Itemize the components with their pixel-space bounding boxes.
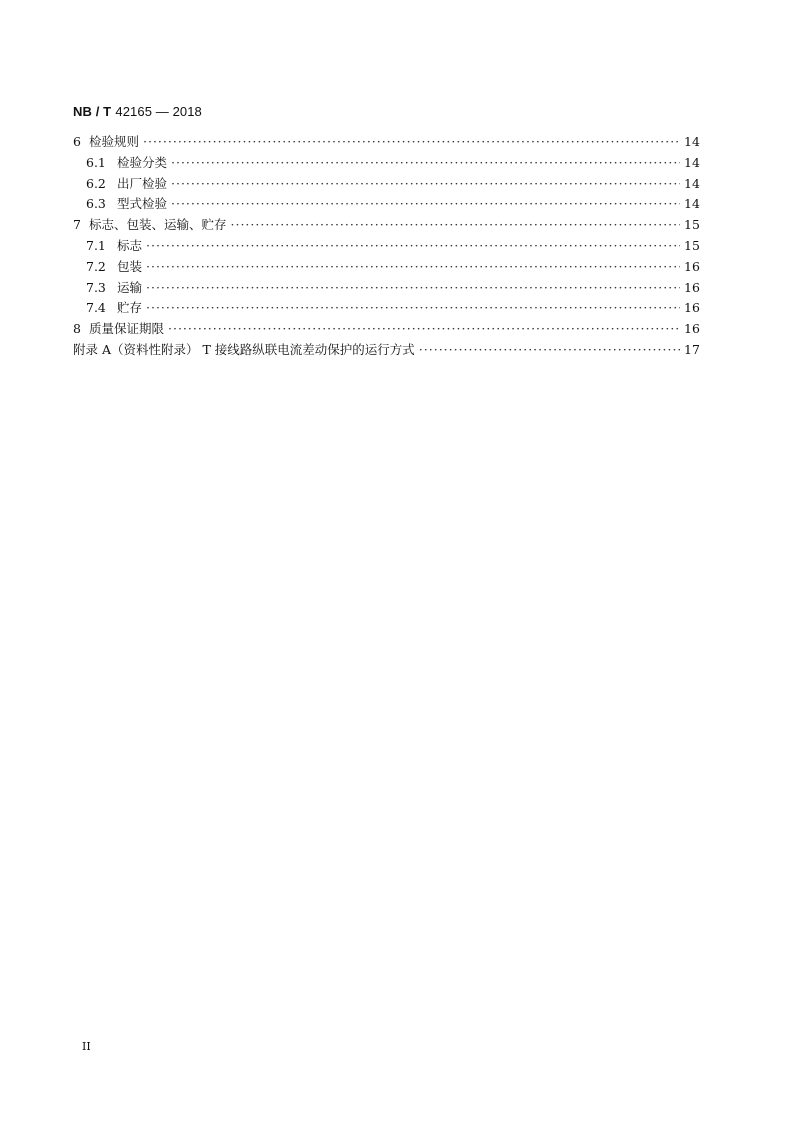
- toc-entry-page: 17: [684, 341, 700, 357]
- toc-entry-page: 14: [684, 134, 700, 149]
- toc-entry-6-3[interactable]: [73, 194, 699, 215]
- toc-entry-6-1[interactable]: [73, 153, 699, 174]
- toc-entry-6[interactable]: [73, 132, 699, 153]
- document-header: [73, 104, 202, 120]
- toc-entry-title: 型式检验: [117, 196, 168, 212]
- toc-entry-number: 6.1: [86, 154, 106, 170]
- toc-entry-appendix-a[interactable]: [73, 340, 699, 361]
- toc-leader-dots: [171, 194, 680, 215]
- toc-entry-page: 16: [684, 321, 700, 337]
- toc-leader-dots: [231, 215, 680, 236]
- toc-entry-number: 7.4: [86, 300, 106, 316]
- toc-entry-title: 运输: [117, 279, 143, 295]
- standard-number-year: 42165 — 2018: [115, 104, 202, 119]
- toc-entry-title: 附录 A（资料性附录） T 接线路纵联电流差动保护的运行方式: [73, 341, 415, 357]
- toc-entry-title: 贮存: [117, 300, 143, 316]
- toc-entry-7[interactable]: [73, 215, 699, 236]
- table-of-contents: [73, 132, 699, 361]
- toc-entry-number: 6.2: [86, 175, 106, 191]
- toc-leader-dots: [146, 298, 680, 319]
- toc-leader-dots: [168, 319, 680, 340]
- toc-entry-page: 14: [684, 175, 700, 191]
- toc-entry-number: 7.2: [86, 258, 106, 274]
- toc-entry-page: 16: [684, 258, 700, 274]
- toc-entry-title: 质量保证期限: [89, 321, 165, 337]
- toc-entry-page: 14: [684, 154, 700, 170]
- toc-entry-number: 7: [73, 217, 81, 233]
- toc-leader-dots: [146, 278, 680, 299]
- toc-entry-title: 标志、包装、运输、贮存: [89, 217, 227, 233]
- toc-entry-6-2[interactable]: [73, 174, 699, 195]
- toc-entry-page: 15: [684, 237, 700, 253]
- toc-entry-7-4[interactable]: [73, 298, 699, 319]
- toc-entry-number: 6.3: [86, 196, 106, 212]
- toc-leader-dots: [146, 236, 680, 257]
- toc-entry-page: 14: [684, 196, 700, 212]
- toc-leader-dots: [171, 153, 680, 174]
- toc-entry-number: 6: [73, 134, 81, 149]
- toc-entry-title: 检验分类: [117, 154, 168, 170]
- toc-entry-number: 8: [73, 321, 81, 337]
- toc-entry-7-1[interactable]: [73, 236, 699, 257]
- toc-leader-dots: [146, 257, 680, 278]
- toc-entry-page: 16: [684, 279, 700, 295]
- toc-leader-dots: [171, 174, 680, 195]
- toc-entry-7-3[interactable]: [73, 278, 699, 299]
- toc-entry-title: 包装: [117, 258, 143, 274]
- toc-entry-title: 标志: [117, 237, 143, 253]
- toc-leader-dots: [419, 340, 680, 361]
- toc-entry-page: 16: [684, 300, 700, 316]
- toc-entry-number: 7.1: [86, 237, 106, 253]
- toc-entry-page: 15: [684, 217, 700, 233]
- toc-entry-title: 检验规则: [89, 134, 140, 149]
- toc-entry-7-2[interactable]: [73, 257, 699, 278]
- toc-entry-8[interactable]: [73, 319, 699, 340]
- toc-leader-dots: [143, 132, 680, 153]
- toc-entry-title: 出厂检验: [117, 175, 168, 191]
- standard-code: NB / T: [73, 104, 112, 119]
- page-number: II: [82, 1040, 91, 1053]
- toc-entry-number: 7.3: [86, 279, 106, 295]
